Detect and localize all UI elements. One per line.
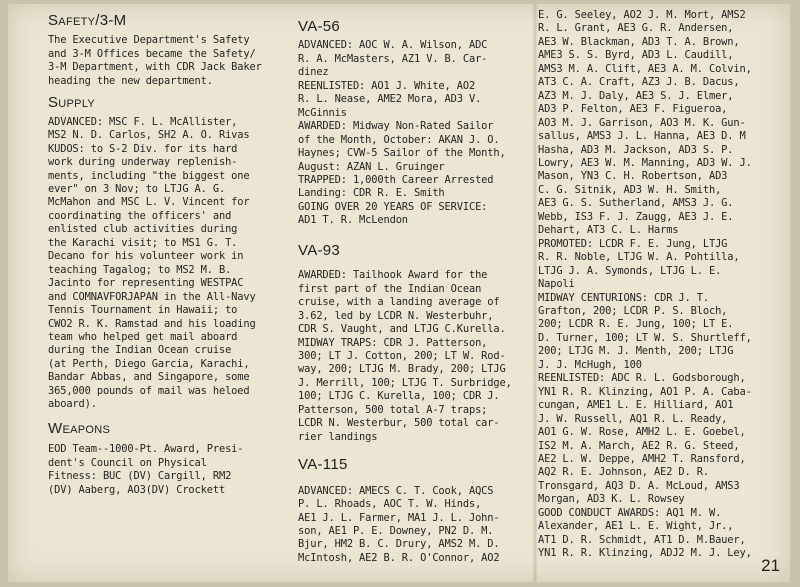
text-line: R. A. McMasters, AZ1 V. B. Car-	[298, 52, 488, 65]
text-line: August: AZAN L. Gruinger	[298, 160, 445, 173]
text-line: GOOD CONDUCT AWARDS: AQ1 M. W.	[538, 506, 722, 519]
text-line: Jacinto for representing WESTPAC	[48, 277, 244, 290]
text-line: team who helped get mail aboard	[48, 330, 238, 343]
text-line: AQ2 R. E. Johnson, AE2 D. R.	[538, 466, 709, 479]
text-line: Alexander, AE1 L. E. Wight, Jr.,	[538, 520, 734, 533]
text-line: J. W. Russell, AQ1 R. L. Ready,	[538, 412, 728, 425]
text-line: REENLISTED: AO1 J. White, AO2	[298, 79, 476, 92]
text-line: R. L. Grant, AE3 G. R. Andersen,	[538, 22, 734, 35]
text-line: Landing: CDR R. E. Smith	[298, 187, 445, 200]
text-line: heading the new department.	[48, 74, 213, 87]
text-line: AMS3 M. A. Clift, AE3 A. M. Colvin,	[538, 62, 752, 75]
text-line: 3-M Department, with CDR Jack Baker	[48, 61, 262, 74]
text-line: Dehart, AT3 C. L. Harms	[538, 224, 679, 237]
text-line: D. Turner, 100; LT W. S. Shurtleff,	[538, 331, 752, 344]
text-line: McMahon and MSC L. V. Vincent for	[48, 196, 250, 209]
text-line: AE3 W. Blackman, AD3 T. A. Brown,	[538, 35, 740, 48]
text-line: The Executive Department's Safety	[48, 34, 250, 47]
text-line: MIDWAY TRAPS: CDR J. Patterson,	[298, 336, 488, 349]
text-line: McGinnis	[298, 106, 347, 119]
text-line: R. R. Noble, LTJG W. A. Pohtilla,	[538, 251, 740, 264]
text-line: Napoli	[538, 278, 575, 291]
supply-heading: Supply	[48, 94, 96, 112]
text-line: YN1 R. R. Klinzing, AO1 P. A. Caba-	[538, 385, 752, 398]
text-line: TRAPPED: 1,000th Career Arrested	[298, 173, 494, 186]
text-line: AWARDED: Tailhook Award for the	[298, 269, 488, 282]
page-number: 21	[761, 556, 780, 575]
text-line: 200; LTJG M. J. Menth, 200; LTJG	[538, 345, 734, 358]
text-line: Patterson, 500 total A-7 traps;	[298, 403, 488, 416]
text-line: ADVANCED: AOC W. A. Wilson, ADC	[298, 39, 488, 52]
text-line: AT3 C. A. Craft, AZ3 J. B. Dacus,	[538, 76, 740, 89]
text-line: MIDWAY CENTURIONS: CDR J. T.	[538, 291, 709, 304]
text-line: P. L. Rhoads, AOC T. W. Hinds,	[298, 498, 482, 511]
text-line: GOING OVER 20 YEARS OF SERVICE:	[298, 200, 488, 213]
text-line: 100; LTJG C. Kurella, 100; CDR J.	[298, 390, 500, 403]
text-line: PROMOTED: LCDR F. E. Jung, LTJG	[538, 237, 728, 250]
text-line: Bandar Abbas, and Singapore, some	[48, 371, 250, 384]
text-line: Fitness: BUC (DV) Cargill, RM2	[48, 470, 232, 483]
text-line: KUDOS: to S-2 Div. for its hard	[48, 142, 238, 155]
text-line: Lowry, AE3 W. M. Manning, AD3 W. J.	[538, 156, 752, 169]
text-line: ADVANCED: AMECS C. T. Cook, AQCS	[298, 484, 494, 497]
text-line: Bjur, HM2 B. C. Drury, AMS2 M. D.	[298, 538, 500, 551]
text-line: during the Indian Ocean cruise	[48, 344, 232, 357]
va115-continued-paragraph	[538, 9, 790, 561]
safety-heading: Safety/3-M	[48, 12, 127, 29]
text-line: Webb, IS3 F. J. Zaugg, AE3 J. E.	[538, 210, 734, 223]
text-line: AZ3 M. J. Daly, AE3 S. J. Elmer,	[538, 89, 734, 102]
text-line: E. G. Seeley, AO2 J. M. Mort, AMS2	[538, 9, 746, 21]
column-2	[298, 4, 530, 582]
text-line: (at Perth, Diego Garcia, Karachi,	[48, 357, 250, 370]
va115-paragraph	[298, 485, 530, 566]
text-line: way, 200; LTJG M. Brady, 200; LTJG	[298, 363, 506, 376]
text-line: AE1 J. L. Farmer, MA1 J. L. John-	[298, 511, 500, 524]
text-line: IS2 M. A. March, AE2 R. G. Steed,	[538, 439, 740, 452]
text-line: REENLISTED: ADC R. L. Godsborough,	[538, 372, 746, 385]
text-line: of the Month, October: AKAN J. O.	[298, 133, 500, 146]
text-line: dent's Council on Physical	[48, 456, 207, 469]
text-line: J. J. McHugh, 100	[538, 358, 642, 371]
va56-paragraph	[298, 39, 530, 227]
text-line: C. G. Sitnik, AD3 W. H. Smith,	[538, 183, 722, 196]
va56-heading: VA-56	[298, 18, 341, 35]
text-line: son, AE1 P. E. Downey, PN2 D. M.	[298, 524, 494, 537]
text-line: LTJG J. A. Symonds, LTJG L. E.	[538, 264, 722, 277]
va93-paragraph	[298, 269, 530, 444]
text-line: CWO2 R. K. Ramstad and his loading	[48, 317, 256, 330]
text-line: Mason, YN3 C. H. Robertson, AD3	[538, 170, 728, 183]
text-line: Tennis Tournament in Hawaii; to	[48, 304, 238, 317]
text-line: Morgan, AD3 K. L. Rowsey	[538, 493, 685, 506]
text-line: AO1 G. W. Rose, AMH2 L. E. Goebel,	[538, 426, 746, 439]
text-line: dinez	[298, 66, 329, 79]
text-line: AE2 L. W. Deppe, AMH2 T. Ransford,	[538, 452, 746, 465]
safety-paragraph	[48, 34, 286, 88]
text-line: McIntosh, AE2 B. R. O'Connor, AO2	[298, 551, 500, 564]
document-page	[8, 4, 790, 582]
text-line: ments, including "the biggest one	[48, 169, 250, 182]
text-line: AME3 S. S. Byrd, AD3 L. Caudill,	[538, 49, 734, 62]
text-line: ADVANCED: MSC F. L. McAllister,	[48, 115, 238, 128]
text-line: 365,000 pounds of mail was heloed	[48, 384, 250, 397]
text-line: Haynes; CVW-5 Sailor of the Month,	[298, 147, 506, 160]
text-line: coordinating the officers' and	[48, 209, 232, 222]
text-line: 300; LT J. Cotton, 200; LT W. Rod-	[298, 349, 506, 362]
text-line: AD1 T. R. McLendon	[298, 214, 408, 227]
text-line: Tronsgard, AQ3 D. A. McLoud, AMS3	[538, 479, 740, 492]
va93-heading: VA-93	[298, 241, 341, 259]
text-line: rier landings	[298, 430, 378, 443]
text-line: 200; LCDR R. E. Jung, 100; LT E.	[538, 318, 734, 331]
va115-heading: VA-115	[298, 456, 348, 474]
supply-paragraph	[48, 116, 286, 412]
text-line: AD3 P. Felton, AE3 F. Figueroa,	[538, 103, 728, 116]
text-line: enlisted club activities during	[48, 223, 238, 236]
text-line: LCDR N. Westerbur, 500 total car-	[298, 417, 500, 430]
text-line: Hasha, AD3 M. Jackson, AD3 S. P.	[538, 143, 734, 156]
text-line: YN1 R. R. Klinzing, ADJ2 M. J. Ley,	[538, 547, 752, 560]
weapons-heading: Weapons	[48, 419, 111, 437]
column-3	[538, 4, 790, 582]
text-line: CDR S. Vaught, and LTJG C.Kurella.	[298, 323, 506, 336]
text-line: R. L. Nease, AME2 Mora, AD3 V.	[298, 93, 482, 106]
text-line: work during underway replenish-	[48, 156, 238, 169]
text-line: and COMNAVFORJAPAN in the All-Navy	[48, 290, 256, 303]
text-line: AO3 M. J. Garrison, AO3 M. K. Gun-	[538, 116, 746, 129]
text-line: first part of the Indian Ocean	[298, 282, 482, 295]
text-line: and 3-M Offices became the Safety/	[48, 47, 256, 60]
text-line: J. Merrill, 100; LTJG T. Surbridge,	[298, 376, 512, 389]
text-line: cruise, with a landing average of	[298, 296, 500, 309]
text-line: AT1 D. R. Schmidt, AT1 D. M.Bauer,	[538, 533, 746, 546]
text-line: the Karachi visit; to MS1 G. T.	[48, 236, 238, 249]
text-line: aboard).	[48, 398, 97, 411]
text-line: cungan, AME1 L. E. Hilliard, AO1	[538, 399, 734, 412]
text-line: 3.62, led by LCDR N. Westerbuhr,	[298, 309, 494, 322]
text-line: MS2 N. D. Carlos, SH2 A. O. Rivas	[48, 129, 250, 142]
text-line: sallus, AMS3 J. L. Hanna, AE3 D. M	[538, 130, 746, 143]
text-line: Decano for his volunteer work in	[48, 250, 244, 263]
text-line: EOD Team--1000-Pt. Award, Presi-	[48, 443, 244, 456]
text-line: Grafton, 200; LCDR P. S. Bloch,	[538, 304, 728, 317]
text-line: AWARDED: Midway Non-Rated Sailor	[298, 120, 494, 133]
text-line: AE3 G. S. Sutherland, AMS3 J. G.	[538, 197, 734, 210]
text-line: teaching Tagalog; to MS2 M. B.	[48, 263, 232, 276]
column-1	[48, 4, 286, 582]
text-line: (DV) Aaberg, AO3(DV) Crockett	[48, 483, 226, 496]
text-line: ever" on 3 Nov; to LTJG A. G.	[48, 182, 226, 195]
weapons-paragraph	[48, 443, 286, 497]
